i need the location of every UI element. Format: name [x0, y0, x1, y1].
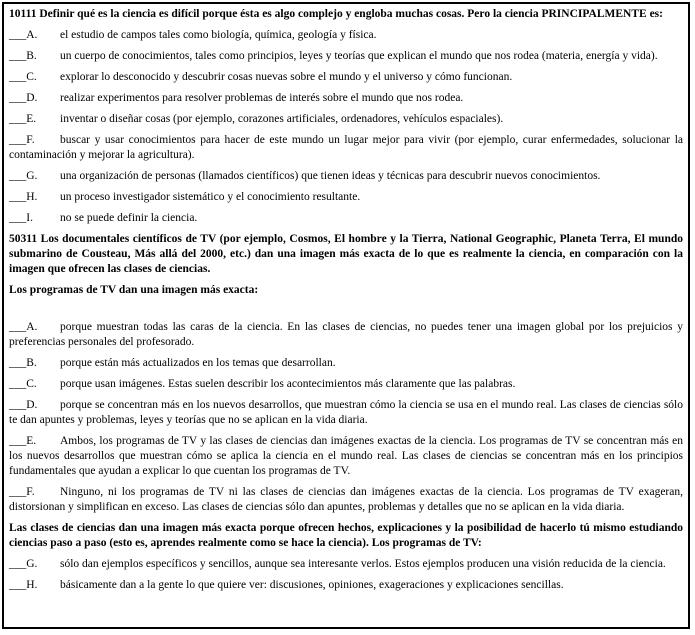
answer-blank: ___	[9, 321, 27, 333]
option-letter: E.	[26, 435, 37, 447]
option-letter: F.	[26, 486, 35, 498]
answer-blank: ___	[9, 435, 27, 447]
answer-option	[9, 557, 683, 572]
question	[9, 232, 683, 593]
option-text: buscar y usar conocimientos para hacer de este mundo un lugar mejor para vivir (por ejemplo, curar enfermedades, solucionar la contaminación y mejorar la agricultura).	[9, 134, 683, 161]
question	[9, 7, 683, 226]
option-letter: C.	[26, 378, 37, 390]
option-letter: B.	[26, 357, 37, 369]
option-text: realizar experimentos para resolver problemas de interés sobre el mundo que nos rodea.	[60, 92, 464, 104]
option-text: Ambos, los programas de TV y las clases de ciencias dan imágenes exactas de la ciencia. Los programas de TV se concentran más en los nuevos desarrollos que muestran cómo se aplica la ciencia en el mundo real. Las clases de ciencias se concentran más en los principios fundamentales que ayudan a explicar lo que cuentan los programas de TV.	[9, 435, 683, 477]
answer-option	[9, 434, 683, 479]
answer-blank: ___	[9, 399, 27, 411]
option-letter: A.	[26, 321, 38, 333]
answer-blank: ___	[9, 170, 27, 182]
answer-option	[9, 133, 683, 163]
answer-option	[9, 578, 683, 593]
answer-blank: ___	[9, 29, 27, 41]
option-text: porque están más actualizados en los temas que desarrollan.	[60, 357, 336, 369]
answer-blank: ___	[9, 50, 27, 62]
answer-blank: ___	[9, 579, 27, 591]
document-page	[2, 2, 690, 629]
option-letter: I.	[26, 212, 33, 224]
option-letter: D.	[26, 92, 38, 104]
option-label	[9, 70, 60, 85]
answer-blank: ___	[9, 378, 27, 390]
answer-blank: ___	[9, 134, 27, 146]
option-label	[9, 398, 60, 413]
question-stem: Los programas de TV dan una imagen más exacta:	[9, 284, 259, 296]
option-label	[9, 169, 60, 184]
option-label	[9, 557, 60, 572]
option-letter: G.	[26, 558, 38, 570]
option-letter: H.	[26, 579, 38, 591]
answer-blank: ___	[9, 212, 27, 224]
answer-option	[9, 190, 683, 205]
option-letter: E.	[26, 113, 37, 125]
option-text: el estudio de campos tales como biología, química, geología y física.	[60, 29, 377, 41]
option-label	[9, 485, 60, 500]
option-text: Ninguno, ni los programas de TV ni las clases de ciencias dan imágenes exactas de la ciencia. Los programas de TV exageran, distorsionan y simplifican en exceso. Las clases de ciencias sólo dan apuntes, problemas y detalles que no se aplican en la vida diaria.	[9, 486, 683, 513]
question-stem: 10111 Definir qué es la ciencia es difícil porque ésta es algo complejo y engloba muchas cosas. Pero la ciencia PRINCIPALMENTE es:	[9, 8, 663, 20]
option-label	[9, 434, 60, 449]
option-label	[9, 28, 60, 43]
answer-option	[9, 485, 683, 515]
answer-blank: ___	[9, 558, 27, 570]
answer-option	[9, 49, 683, 64]
answer-option	[9, 398, 683, 428]
option-letter: G.	[26, 170, 38, 182]
answer-option	[9, 377, 683, 392]
option-label	[9, 320, 60, 335]
option-text: sólo dan ejemplos específicos y sencillos, aunque sea interesante verlos. Estos ejemplos producen una visión reducida de la ciencia.	[60, 558, 666, 570]
option-label	[9, 377, 60, 392]
answer-option	[9, 112, 683, 127]
option-label	[9, 578, 60, 593]
answer-option	[9, 70, 683, 85]
answer-blank: ___	[9, 357, 27, 369]
option-label	[9, 356, 60, 371]
option-text: un proceso investigador sistemático y el conocimiento resultante.	[60, 191, 361, 203]
option-letter: F.	[26, 134, 35, 146]
option-text: explorar lo desconocido y descubrir cosas nuevas sobre el mundo y el universo y cómo funcionan.	[60, 71, 513, 83]
option-letter: D.	[26, 399, 38, 411]
option-text: inventar o diseñar cosas (por ejemplo, corazones artificiales, ordenadores, vehículos espaciales).	[60, 113, 504, 125]
option-label	[9, 112, 60, 127]
answer-blank: ___	[9, 486, 27, 498]
blank-line	[9, 304, 683, 320]
option-letter: H.	[26, 191, 38, 203]
answer-option	[9, 91, 683, 106]
option-text: una organización de personas (llamados científicos) que tienen ideas y técnicas para descubrir nuevos conocimientos.	[60, 170, 601, 182]
option-text: un cuerpo de conocimientos, tales como principios, leyes y teorías que explican el mundo que nos rodea (materia, energía y vida).	[60, 50, 658, 62]
option-label	[9, 49, 60, 64]
question-stem: 50311 Los documentales científicos de TV (por ejemplo, Cosmos, El hombre y la Tierra, National Geographic, Planeta Terra, El mundo submarino de Cousteau, Más allá del 2000, etc.) dan una imagen más exacta de lo que es realmente la ciencia, en comparación con la imagen que ofrecen las clases de ciencias.	[9, 233, 683, 275]
answer-blank: ___	[9, 92, 27, 104]
option-label	[9, 190, 60, 205]
answer-option	[9, 320, 683, 350]
option-letter: C.	[26, 71, 37, 83]
option-text: básicamente dan a la gente lo que quiere ver: discusiones, opiniones, exageraciones y explicaciones sencillas.	[60, 579, 564, 591]
option-text: porque muestran todas las caras de la ciencia. En las clases de ciencias, no puedes tener una imagen global por los prejuicios y preferencias personales del profesorado.	[9, 321, 683, 348]
option-label	[9, 211, 60, 226]
option-letter: B.	[26, 50, 37, 62]
question-stem: Las clases de ciencias dan una imagen más exacta porque ofrecen hechos, explicaciones y la posibilidad de hacerlo tú mismo estudiando ciencias paso a paso (esto es, aprendes realmente como se hace la ciencia). Los programas de TV:	[9, 522, 683, 549]
answer-blank: ___	[9, 113, 27, 125]
answer-option	[9, 356, 683, 371]
option-text: no se puede definir la ciencia.	[60, 212, 198, 224]
option-text: porque se concentran más en los nuevos desarrollos, que muestran cómo la ciencia se usa en el mundo real. Las clases de ciencias sólo te dan apuntes y problemas, leyes y teorías que no se aplican en la vida diaria.	[9, 399, 683, 426]
answer-option	[9, 169, 683, 184]
answer-blank: ___	[9, 71, 27, 83]
answer-blank: ___	[9, 191, 27, 203]
option-text: porque usan imágenes. Estas suelen describir los acontecimientos más claramente que las palabras.	[60, 378, 516, 390]
answer-option	[9, 28, 683, 43]
option-label	[9, 133, 60, 148]
answer-option	[9, 211, 683, 226]
option-letter: A.	[26, 29, 38, 41]
option-label	[9, 91, 60, 106]
